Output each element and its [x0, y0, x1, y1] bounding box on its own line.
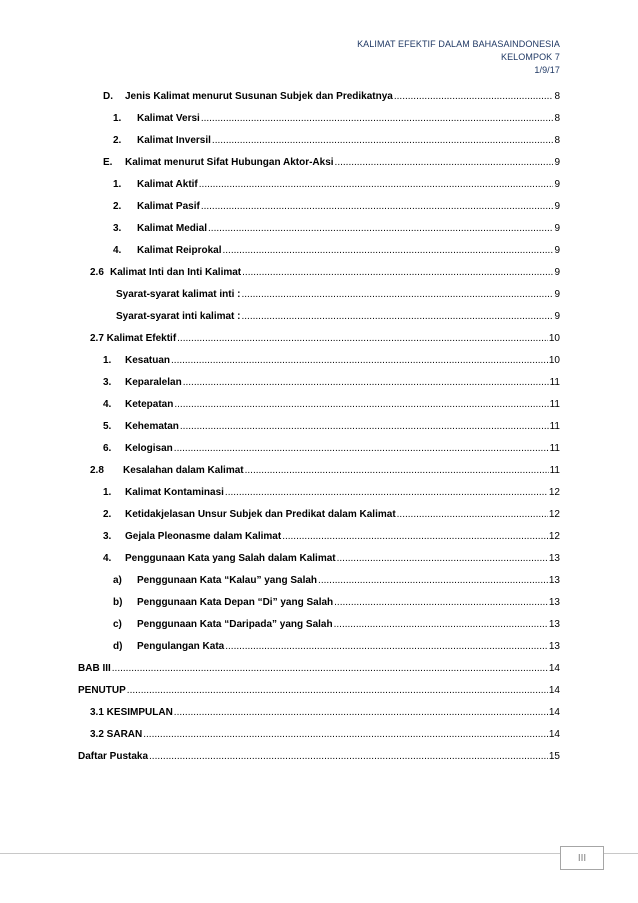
toc-entry-page: 13 — [548, 575, 560, 586]
toc-entry[interactable] — [78, 662, 560, 676]
toc-entry[interactable] — [103, 552, 560, 566]
toc-entry-title: Keparalelan — [125, 377, 182, 388]
toc-dot-leader — [127, 684, 548, 698]
toc-entry-number: 4. — [103, 553, 112, 564]
toc-entry[interactable] — [103, 398, 560, 412]
toc-dot-leader — [225, 486, 548, 500]
toc-dot-leader — [335, 156, 554, 170]
toc-entry[interactable] — [90, 332, 560, 346]
toc-dot-leader — [212, 134, 554, 148]
toc-entry[interactable] — [113, 200, 560, 214]
toc-entry-title: 3.2 SARAN — [90, 729, 143, 740]
toc-entry-title: Kalimat Inversil — [137, 135, 211, 146]
toc-entry-title: Pengulangan Kata — [137, 641, 225, 652]
toc-entry-title: Ketepatan — [125, 399, 174, 410]
toc-entry-page: 9 — [554, 223, 560, 234]
toc-entry[interactable] — [103, 486, 560, 500]
toc-entry-number: 2.8 — [90, 465, 104, 476]
toc-entry[interactable] — [113, 222, 560, 236]
toc-entry-number: 3. — [113, 223, 122, 234]
toc-entry[interactable] — [113, 134, 560, 148]
toc-entry-title: Penggunaan Kata yang Salah dalam Kalimat — [125, 553, 336, 564]
toc-entry-title: Kalimat Inti dan Inti Kalimat — [110, 267, 242, 278]
toc-entry-title: Kesatuan — [125, 355, 171, 366]
toc-entry-number: b) — [113, 597, 123, 608]
toc-dot-leader — [174, 706, 548, 720]
toc-entry[interactable] — [90, 728, 560, 742]
toc-entry-page: 14 — [548, 685, 560, 696]
toc-entry[interactable] — [78, 684, 560, 698]
header-title: KALIMAT EFEKTIF DALAM BAHASAINDONESIA — [357, 39, 560, 49]
toc-dot-leader — [149, 750, 548, 764]
toc-entry[interactable] — [116, 310, 560, 324]
toc-entry[interactable] — [103, 508, 560, 522]
toc-entry[interactable] — [90, 464, 560, 478]
toc-entry-page: 13 — [548, 641, 560, 652]
toc-entry-page: 11 — [549, 465, 560, 476]
toc-entry-title: Kalimat Aktif — [137, 179, 198, 190]
toc-entry-page: 8 — [554, 135, 560, 146]
toc-entry-number: d) — [113, 641, 123, 652]
toc-entry-number: 1. — [113, 179, 122, 190]
toc-entry-page: 9 — [554, 289, 560, 300]
toc-dot-leader — [112, 662, 548, 676]
toc-entry-number: 5. — [103, 421, 112, 432]
toc-entry-title: Kelogisan — [125, 443, 173, 454]
toc-entry-title: Syarat-syarat inti kalimat : — [116, 311, 241, 322]
toc-entry-title: Kalimat Reiprokal — [137, 245, 222, 256]
toc-entry-page: 10 — [548, 333, 560, 344]
toc-entry-page: 8 — [554, 91, 560, 102]
toc-dot-leader — [282, 530, 548, 544]
toc-entry[interactable] — [113, 596, 560, 610]
toc-entry[interactable] — [113, 178, 560, 192]
toc-dot-leader — [174, 398, 548, 412]
toc-entry-title: Kehematan — [125, 421, 179, 432]
toc-entry-page: 8 — [554, 113, 560, 124]
toc-entry-page: 9 — [554, 201, 560, 212]
toc-entry-number: 3. — [103, 531, 112, 542]
toc-dot-leader — [208, 222, 553, 236]
toc-entry[interactable] — [113, 574, 560, 588]
toc-entry-page: 11 — [549, 399, 560, 410]
toc-dot-leader — [177, 332, 548, 346]
toc-entry[interactable] — [113, 618, 560, 632]
toc-dot-leader — [199, 178, 554, 192]
toc-entry-page: 9 — [554, 179, 560, 190]
toc-dot-leader — [337, 552, 548, 566]
toc-entry-page: 9 — [554, 267, 560, 278]
toc-entry-title: Kalimat Kontaminasi — [125, 487, 224, 498]
toc-entry[interactable] — [113, 640, 560, 654]
toc-entry[interactable] — [103, 90, 560, 104]
toc-dot-leader — [225, 640, 548, 654]
toc-entry-number: 6. — [103, 443, 112, 454]
header-group: KELOMPOK 7 — [500, 52, 560, 62]
toc-entry[interactable] — [103, 376, 560, 390]
toc-entry-page: 15 — [548, 751, 560, 762]
toc-dot-leader — [334, 596, 548, 610]
toc-dot-leader — [334, 618, 548, 632]
toc-entry-number: 2. — [113, 201, 122, 212]
toc-dot-leader — [242, 310, 554, 324]
toc-dot-leader — [143, 728, 548, 742]
toc-entry[interactable] — [78, 750, 560, 764]
toc-entry[interactable] — [116, 288, 560, 302]
toc-entry-page: 14 — [548, 707, 560, 718]
toc-entry-page: 12 — [548, 509, 560, 520]
toc-dot-leader — [180, 420, 549, 434]
toc-entry-title: Penggunaan Kata Depan “Di” yang Salah — [137, 597, 334, 608]
toc-entry-number: 1. — [103, 355, 112, 366]
toc-entry-title: Kalimat Medial — [137, 223, 208, 234]
toc-entry-number: a) — [113, 575, 122, 586]
toc-entry[interactable] — [90, 266, 560, 280]
toc-entry-title: Kalimat Pasif — [137, 201, 200, 212]
footer-page-number: III — [560, 846, 604, 870]
toc-dot-leader — [318, 574, 548, 588]
toc-entry-page: 9 — [554, 311, 560, 322]
toc-entry[interactable] — [103, 530, 560, 544]
toc-entry[interactable] — [113, 112, 560, 126]
toc-entry-title: Penggunaan Kata “Daripada” yang Salah — [137, 619, 333, 630]
footer-divider — [0, 853, 638, 854]
toc-dot-leader — [245, 464, 549, 478]
toc-entry-title: Kalimat menurut Sifat Hubungan Aktor-Aksi — [125, 157, 334, 168]
toc-entry-number: E. — [103, 157, 113, 168]
toc-entry-title: Penggunaan Kata “Kalau” yang Salah — [137, 575, 318, 586]
toc-dot-leader — [242, 288, 554, 302]
toc-dot-leader — [201, 112, 554, 126]
toc-dot-leader — [222, 244, 553, 258]
toc-entry-title: Kesalahan dalam Kalimat — [123, 465, 244, 476]
toc-dot-leader — [183, 376, 549, 390]
header-date: 1/9/17 — [534, 65, 560, 75]
toc-entry-title: Gejala Pleonasme dalam Kalimat — [125, 531, 282, 542]
toc-entry[interactable] — [103, 442, 560, 456]
toc-dot-leader — [201, 200, 554, 214]
toc-entry-number: 4. — [113, 245, 122, 256]
toc-entry-title: 3.1 KESIMPULAN — [90, 707, 173, 718]
toc-entry-number: 2. — [113, 135, 122, 146]
toc-entry-title: Kalimat Versi — [137, 113, 200, 124]
page-header — [357, 38, 560, 77]
toc-entry[interactable] — [90, 706, 560, 720]
toc-entry-page: 13 — [548, 597, 560, 608]
toc-entry-page: 9 — [554, 157, 560, 168]
toc-dot-leader — [171, 354, 548, 368]
toc-entry-page: 11 — [549, 377, 560, 388]
toc-entry-page: 9 — [554, 245, 560, 256]
toc-entry-page: 11 — [549, 421, 560, 432]
toc-dot-leader — [394, 90, 554, 104]
toc-entry-number: 4. — [103, 399, 112, 410]
toc-entry-page: 13 — [548, 553, 560, 564]
toc-entry[interactable] — [103, 354, 560, 368]
toc-entry[interactable] — [103, 156, 560, 170]
toc-entry-number: c) — [113, 619, 122, 630]
toc-entry-page: 12 — [548, 531, 560, 542]
toc-entry-page: 13 — [548, 619, 560, 630]
toc-entry-title: Daftar Pustaka — [78, 751, 149, 762]
toc-dot-leader — [242, 266, 553, 280]
toc-entry[interactable] — [103, 420, 560, 434]
toc-entry-number: 2. — [103, 509, 112, 520]
toc-entry-page: 14 — [548, 663, 560, 674]
toc-entry-title: Syarat-syarat kalimat inti : — [116, 289, 241, 300]
toc-entry-title: Ketidakjelasan Unsur Subjek dan Predikat dalam Kalimat — [125, 509, 396, 520]
toc-entry-number: D. — [103, 91, 113, 102]
toc-entry-number: 1. — [103, 487, 112, 498]
toc-entry-number: 3. — [103, 377, 112, 388]
toc-entry-title: BAB III — [78, 663, 111, 674]
toc-entry-number: 2.6 — [90, 267, 104, 278]
toc-dot-leader — [174, 442, 549, 456]
toc-entry-title: PENUTUP — [78, 685, 126, 696]
toc-entry-page: 14 — [548, 729, 560, 740]
toc-entry-title: 2.7 Kalimat Efektif — [90, 333, 177, 344]
toc-entry[interactable] — [113, 244, 560, 258]
toc-entry-number: 1. — [113, 113, 122, 124]
toc-entry-title: Jenis Kalimat menurut Susunan Subjek dan Predikatnya — [125, 91, 393, 102]
toc-entry-page: 12 — [548, 487, 560, 498]
toc-entry-page: 10 — [548, 355, 560, 366]
toc-entry-page: 11 — [549, 443, 560, 454]
toc-dot-leader — [397, 508, 548, 522]
